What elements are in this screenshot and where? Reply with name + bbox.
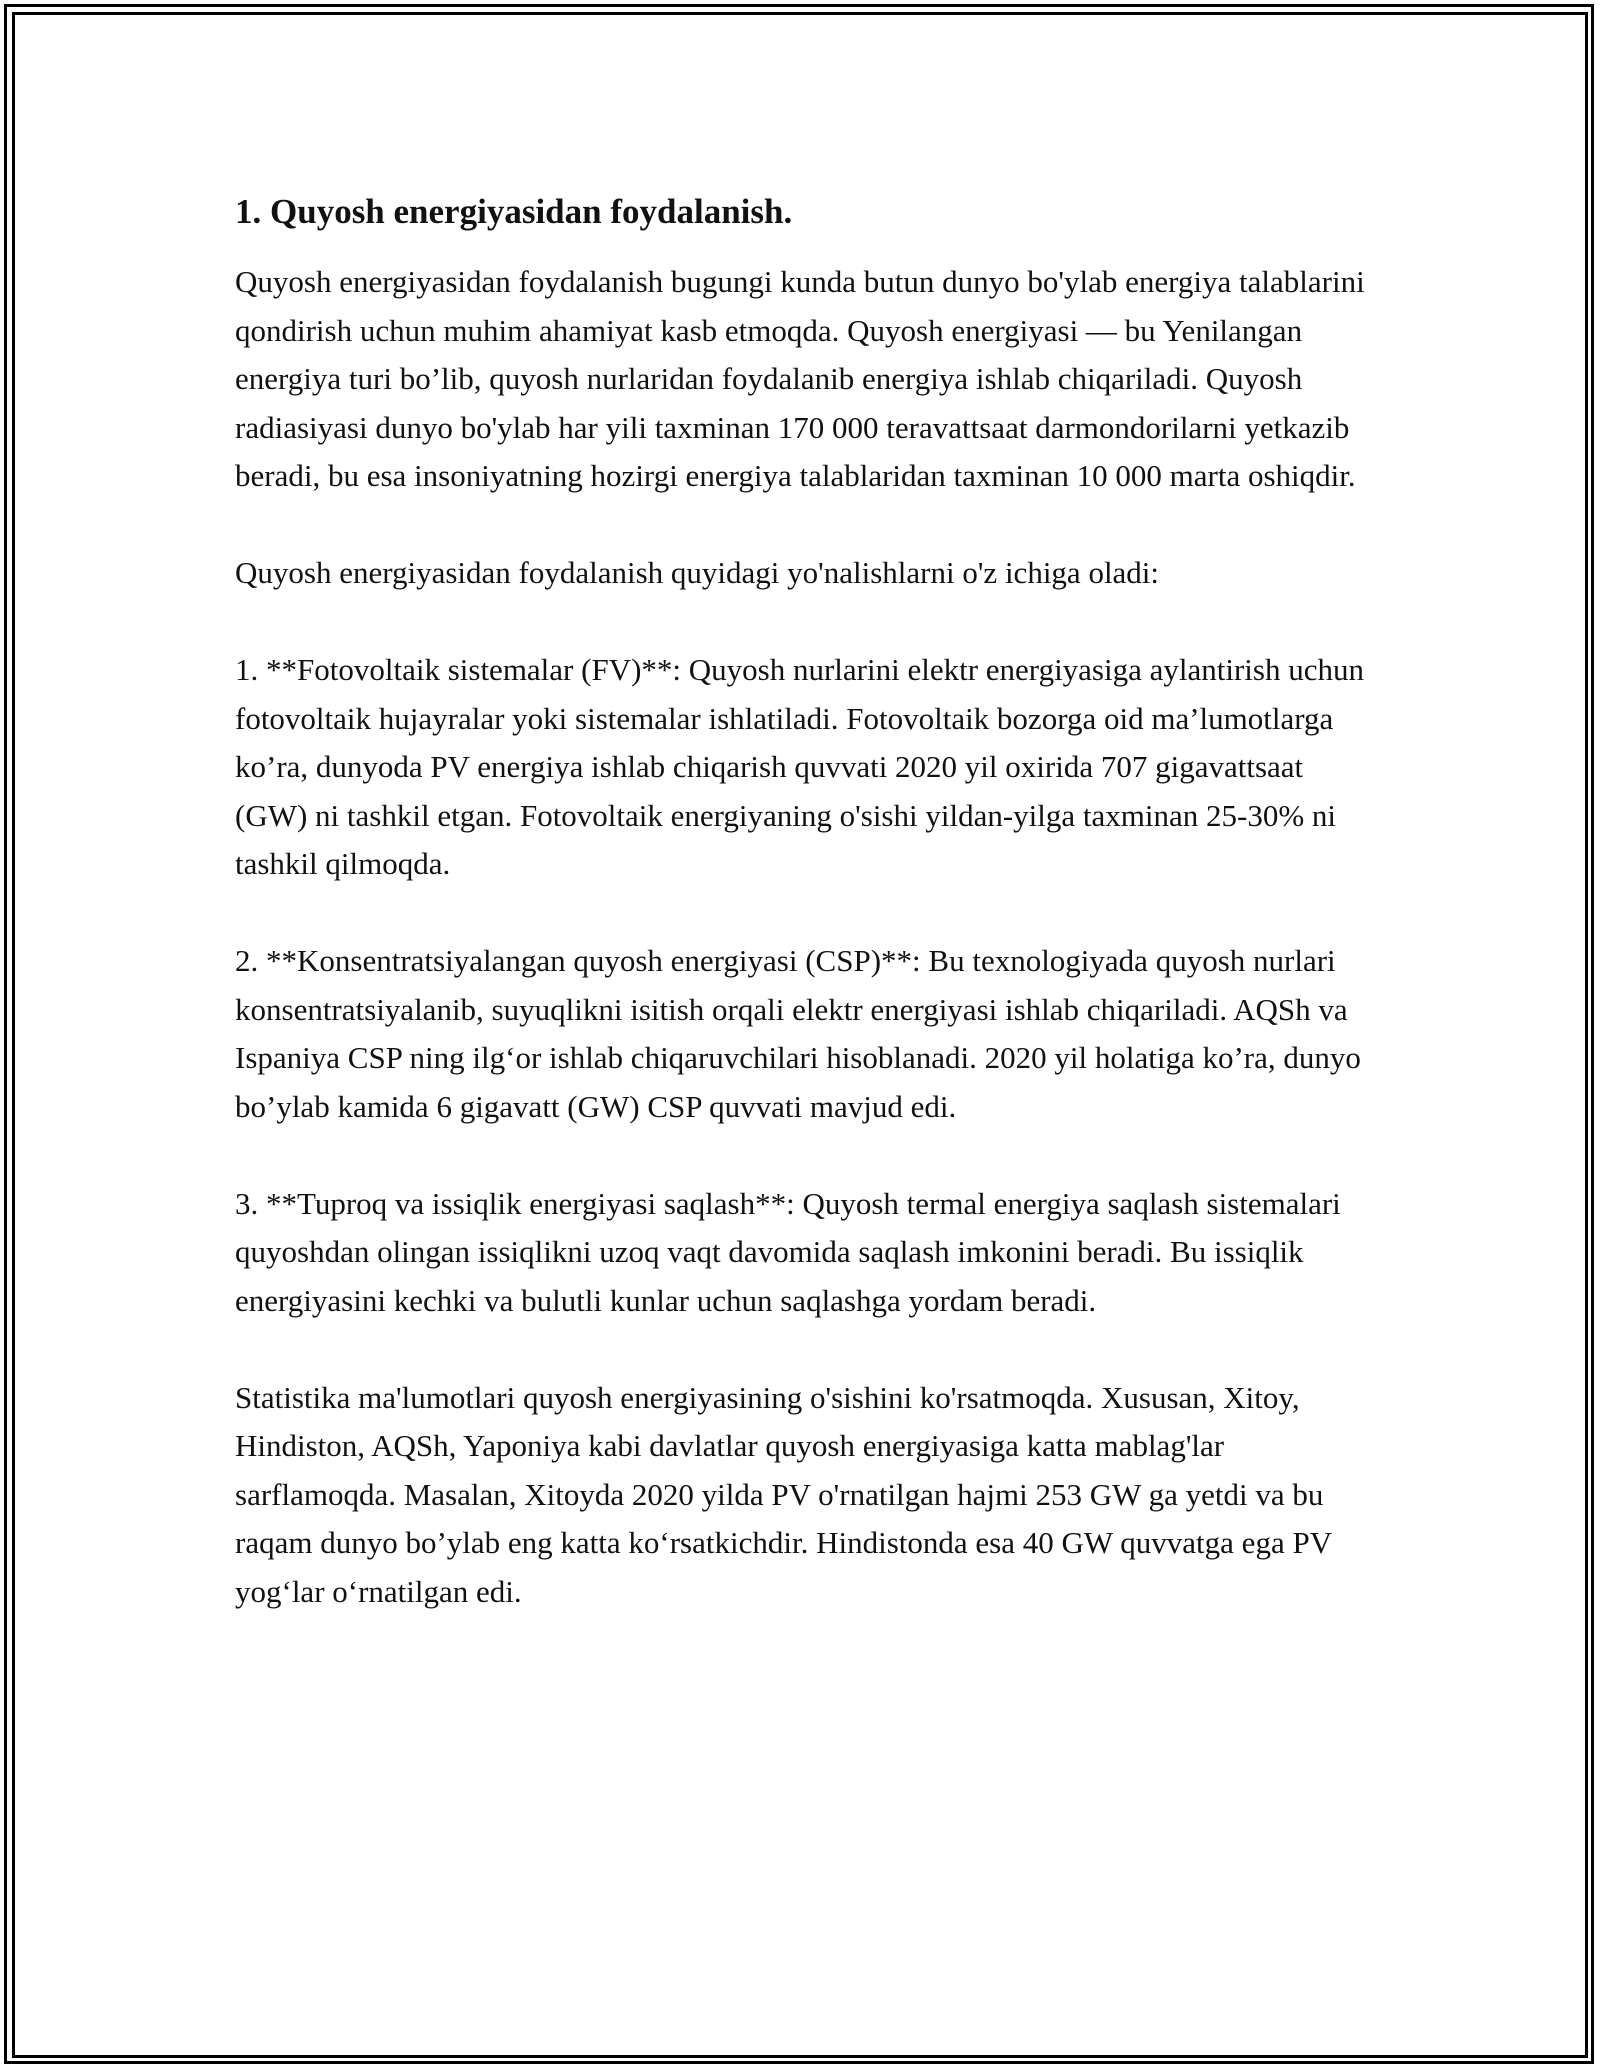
thermal-storage-paragraph: 3. **Tuproq va issiqlik energiyasi saqlash**: Quyosh termal energiya saqlash sistemalari quyoshdan olingan issiqlikni uzoq vaqt davomida saqlash imkonini beradi. Bu issiqlik energiyasini kechki va bulutli kunlar uchun saqlashga yordam beradi. [235, 1185, 1341, 1318]
statistics-paragraph: Statistika ma'lumotlari quyosh energiyasining o'sishini ko'rsatmoqda. Xususan, Xitoy, Hindiston, AQSh, Yaponiya kabi davlatlar quyosh energiyasiga katta mablag'lar sarflamoqda. Masalan, Xitoyda 2020 yilda PV o'rnatilgan hajmi 253 GW ga yetdi va bu raqam dunyo bo’ylab eng katta ko‘rsatkichdir. Hindistonda esa 40 GW quvvatga ega PV yog‘lar o‘rnatilgan edi. [235, 1379, 1332, 1609]
document-body [235, 188, 1375, 1616]
section-heading: 1. Quyosh energiyasidan foydalanish. [235, 192, 793, 231]
intro-paragraph: Quyosh energiyasidan foydalanish bugungi kunda butun dunyo bo'ylab energiya talablarini qondirish uchun muhim ahamiyat kasb etmoqda. Quyosh energiyasi — bu Yenilangan energiya turi bo’lib, quyosh nurlaridan foydalanib energiya ishlab chiqariladi. Quyosh radiasiyasi dunyo bo'ylab har yili taxminan 170 000 teravattsaat darmondorilarni yetkazib beradi, bu esa insoniyatning hozirgi energiya talablaridan taxminan 10 000 marta oshiqdir. [235, 264, 1365, 493]
photovoltaic-paragraph: 1. **Fotovoltaik sistemalar (FV)**: Quyosh nurlarini elektr energiyasiga aylantirish uchun fotovoltaik hujayralar yoki sistemalar ishlatiladi. Fotovoltaik bozorga oid ma’lumotlarga ko’ra, dunyoda PV energiya ishlab chiqarish quvvati 2020 yil oxirida 707 gigavattsaat (GW) ni tashkil etgan. Fotovoltaik energiyaning o'sishi yildan-yilga taxminan 25-30% ni tashkil qilmoqda. [235, 652, 1364, 881]
directions-intro-paragraph: Quyosh energiyasidan foydalanish quyidagi yo'nalishlarni o'z ichiga oladi: [235, 555, 1160, 590]
csp-paragraph: 2. **Konsentratsiyalangan quyosh energiyasi (CSP)**: Bu texnologiyada quyosh nurlari konsentratsiyalanib, suyuqlikni isitish orqali elektr energiyasi ishlab chiqariladi. AQSh va Ispaniya CSP ning ilg‘or ishlab chiqaruvchilari hisoblanadi. 2020 yil holatiga ko’ra, dunyo bo’ylab kamida 6 gigavatt (GW) CSP quvvati mavjud edi. [235, 943, 1361, 1124]
